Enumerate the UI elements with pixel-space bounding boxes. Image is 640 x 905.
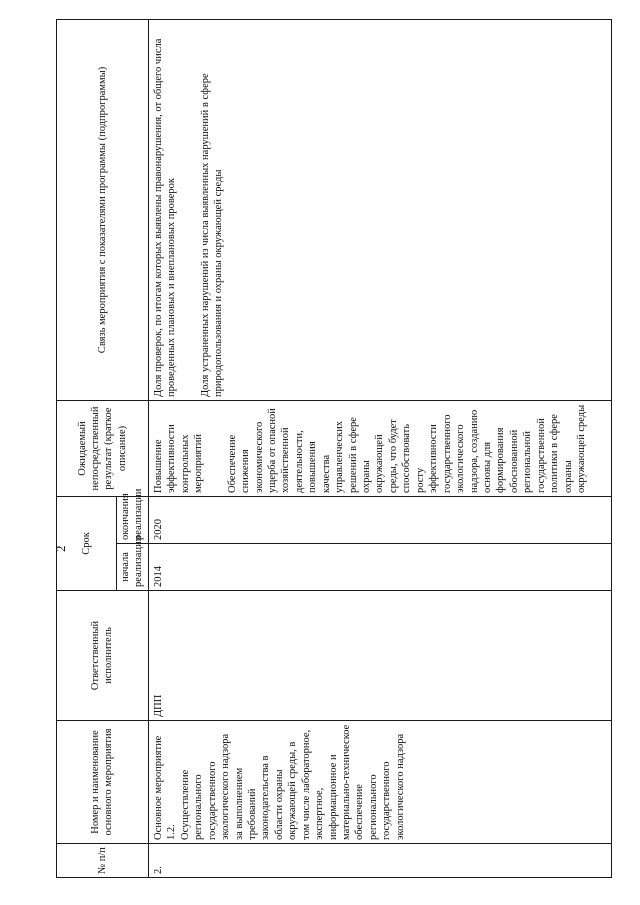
table-header-row bbox=[57, 19, 117, 877]
header-start: начала реализации bbox=[117, 544, 149, 591]
indicator-item-2: Доля устраненных нарушений из числа выявленных нарушений в сфере природопользования и охраны окружающей среды bbox=[199, 73, 225, 397]
page-number: 2 bbox=[53, 545, 68, 552]
table-row bbox=[148, 19, 611, 877]
header-term: Срок bbox=[57, 496, 117, 590]
cell-number: 2. bbox=[148, 844, 611, 878]
cell-end-year: 2020 bbox=[148, 496, 611, 543]
header-number: № п/п bbox=[57, 844, 149, 878]
cell-executor: ДПП bbox=[148, 591, 611, 721]
indicator-item-1: Доля проверок, по итогам которых выявлены правонарушения, от общего числа проведенных плановых и внеплановых проверок bbox=[152, 38, 178, 397]
cell-expected-result bbox=[148, 400, 611, 496]
rotated-page-content bbox=[56, 20, 612, 878]
cell-indicator-link bbox=[148, 19, 611, 400]
activity-description: Осуществление регионального государственного экологического надзора за выполнением требований законодательства в области охраны окружающей среды, в том числе лабораторное, экспертное, информационное и материально-техническое обеспечение регионального государственного экологического надзора bbox=[179, 724, 406, 840]
program-activities-table bbox=[56, 19, 612, 878]
header-end: окончания реализации bbox=[117, 496, 149, 543]
cell-start-year: 2014 bbox=[148, 544, 611, 591]
result-item-2: Обеспечение снижения экономического ущерба от опасной хозяйственной деятельности, повышения качества управленческих решений в сфере охраны окружающей среды, что будет способствовать росту эффективности государственного экологического надзора, созданию основы для формирования обоснованной региональной государственной политики в сфере охраны окружающей среды bbox=[226, 404, 587, 493]
header-expected-result: Ожидаемый непосредственный результат (краткое описание) bbox=[57, 400, 149, 496]
header-executor: Ответственный исполнитель bbox=[57, 591, 149, 721]
cell-activity-name bbox=[148, 721, 611, 844]
header-indicator-link: Связь мероприятия с показателями программы (подпрограммы) bbox=[57, 19, 149, 400]
result-item-1: Повышение эффективности контрольных мероприятий bbox=[152, 424, 205, 493]
activity-title: Основное мероприятие 1.2. bbox=[152, 735, 178, 840]
header-activity-name: Номер и наименование основного мероприятия bbox=[57, 721, 149, 844]
